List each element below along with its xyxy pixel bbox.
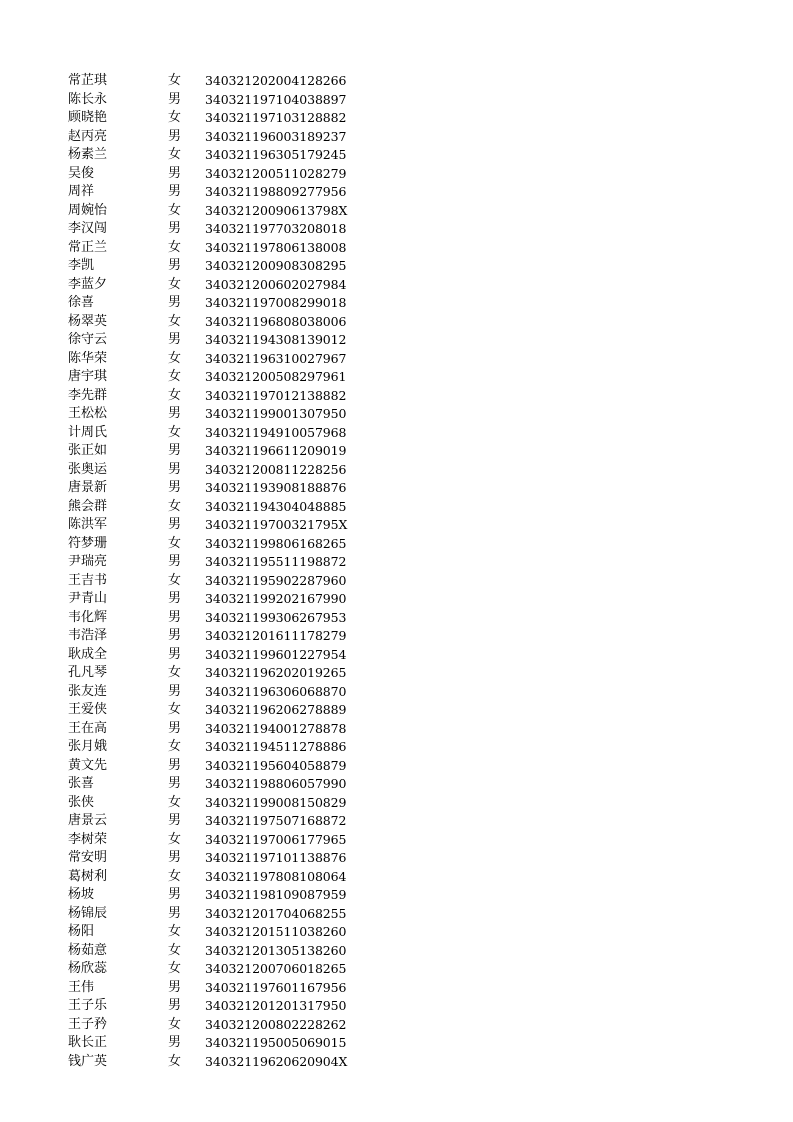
table-row [0,387,793,406]
id-number-cell: 340321194001278878 [205,720,347,736]
name-cell: 杨茹意 [68,942,108,958]
table-row [0,960,793,979]
name-cell: 尹青山 [68,591,108,606]
table-row [0,109,793,128]
gender-cell: 男 [168,332,182,347]
gender-cell: 男 [168,184,182,199]
gender-cell: 女 [168,739,182,754]
table-row [0,424,793,443]
gender-cell: 女 [168,369,182,384]
gender-cell: 女 [168,572,182,588]
table-row [0,868,793,887]
name-cell: 张喜 [68,776,95,791]
table-row [0,276,793,295]
gender-cell: 女 [168,498,182,514]
name-cell: 王伟 [68,979,95,995]
name-cell: 李蓝夕 [68,276,108,292]
id-number-cell: 340321199306267953 [205,609,347,625]
id-number-cell: 340321194511278886 [205,739,347,754]
id-number-cell: 340321196808038006 [205,313,347,329]
id-number-cell: 340321201305138260 [205,942,347,958]
id-number-cell: 340321195005069015 [205,1035,347,1050]
table-row [0,1016,793,1035]
id-number-cell: 340321199001307950 [205,406,347,421]
record-table [0,72,793,1071]
table-row [0,220,793,239]
table-row [0,886,793,905]
gender-cell: 男 [168,979,182,995]
name-cell: 唐景云 [68,813,108,828]
name-cell: 王爱侠 [68,702,108,717]
id-number-cell: 340321195902287960 [205,572,347,588]
table-row [0,91,793,110]
name-cell: 韦化辉 [68,609,108,625]
id-number-cell: 340321197101138876 [205,850,347,865]
gender-cell: 女 [168,535,182,551]
gender-cell: 男 [168,295,182,310]
gender-cell: 男 [168,720,182,736]
id-number-cell: 340321194304048885 [205,498,347,514]
name-cell: 杨坡 [68,887,95,902]
id-number-cell: 34032120090613798X [205,202,348,218]
id-number-cell: 340321200811228256 [205,461,347,477]
name-cell: 常芷琪 [68,73,108,88]
id-number-cell: 340321199806168265 [205,535,347,551]
gender-cell: 男 [168,591,182,606]
table-row [0,128,793,147]
gender-cell: 女 [168,387,182,403]
id-number-cell: 34032119620620904X [205,1053,348,1069]
name-cell: 符梦珊 [68,535,108,551]
gender-cell: 男 [168,905,182,921]
gender-cell: 女 [168,665,182,680]
table-row [0,627,793,646]
id-number-cell: 340321196202019265 [205,665,347,680]
table-row [0,331,793,350]
name-cell: 常正兰 [68,239,108,255]
id-number-cell: 340321196310027967 [205,350,347,366]
name-cell: 张奥运 [68,461,108,477]
table-row [0,683,793,702]
name-cell: 张侠 [68,794,95,810]
name-cell: 张正如 [68,443,108,458]
name-cell: 唐景新 [68,480,108,495]
name-cell: 钱广英 [68,1053,108,1069]
table-row [0,775,793,794]
id-number-cell: 340321198806057990 [205,776,347,791]
id-number-cell: 340321201511038260 [205,924,347,939]
gender-cell: 男 [168,165,182,181]
table-row [0,923,793,942]
name-cell: 李树荣 [68,831,108,847]
table-row [0,812,793,831]
table-row [0,368,793,387]
id-number-cell: 340321197008299018 [205,295,347,310]
table-row [0,165,793,184]
gender-cell: 女 [168,868,182,884]
gender-cell: 女 [168,313,182,329]
name-cell: 杨阳 [68,924,95,939]
id-number-cell: 340321200508297961 [205,369,347,384]
table-row [0,609,793,628]
gender-cell: 女 [168,73,182,88]
id-number-cell: 340321200602027984 [205,276,347,292]
gender-cell: 男 [168,850,182,865]
id-number-cell: 340321202004128266 [205,73,347,88]
table-row [0,757,793,776]
id-number-cell: 340321197006177965 [205,831,347,847]
gender-cell: 男 [168,683,182,699]
table-row [0,183,793,202]
gender-cell: 女 [168,831,182,847]
id-number-cell: 340321195511198872 [205,554,347,569]
id-number-cell: 340321198109087959 [205,887,347,902]
gender-cell: 男 [168,443,182,458]
table-row [0,942,793,961]
name-cell: 徐守云 [68,332,108,347]
gender-cell: 男 [168,258,182,273]
table-row [0,997,793,1016]
name-cell: 王吉书 [68,572,108,588]
id-number-cell: 340321200802228262 [205,1016,347,1032]
id-number-cell: 340321197806138008 [205,239,347,255]
gender-cell: 男 [168,628,182,643]
gender-cell: 女 [168,961,182,976]
gender-cell: 男 [168,461,182,477]
id-number-cell: 340321199008150829 [205,794,347,810]
table-row [0,553,793,572]
gender-cell: 男 [168,128,182,144]
id-number-cell: 340321194910057968 [205,424,347,440]
table-row [0,442,793,461]
gender-cell: 男 [168,609,182,625]
table-row [0,979,793,998]
name-cell: 葛树利 [68,868,108,884]
table-row [0,664,793,683]
name-cell: 王松松 [68,406,108,421]
gender-cell: 女 [168,942,182,958]
name-cell: 陈华荣 [68,350,108,366]
gender-cell: 男 [168,646,182,662]
id-number-cell: 34032119700321795X [205,517,348,532]
id-number-cell: 340321199202167990 [205,591,347,606]
name-cell: 赵丙亮 [68,128,108,144]
id-number-cell: 340321195604058879 [205,757,347,773]
gender-cell: 女 [168,239,182,255]
table-row [0,535,793,554]
name-cell: 杨素兰 [68,147,108,162]
name-cell: 熊会群 [68,498,108,514]
id-number-cell: 340321196306068870 [205,683,347,699]
gender-cell: 女 [168,702,182,717]
id-number-cell: 340321199601227954 [205,646,347,662]
id-number-cell: 340321194308139012 [205,332,347,347]
table-row [0,294,793,313]
table-row [0,1053,793,1072]
gender-cell: 男 [168,757,182,773]
table-row [0,738,793,757]
id-number-cell: 340321201611178279 [205,628,347,643]
name-cell: 顾晓艳 [68,110,108,125]
gender-cell: 男 [168,221,182,236]
name-cell: 吴俊 [68,165,95,181]
gender-cell: 女 [168,350,182,366]
gender-cell: 女 [168,276,182,292]
id-number-cell: 340321197703208018 [205,221,347,236]
name-cell: 计周氏 [68,424,108,440]
name-cell: 唐宇琪 [68,369,108,384]
id-number-cell: 340321198809277956 [205,184,347,199]
name-cell: 李先群 [68,387,108,403]
gender-cell: 男 [168,776,182,791]
table-row [0,590,793,609]
gender-cell: 女 [168,202,182,218]
id-number-cell: 340321197104038897 [205,91,347,107]
table-row [0,405,793,424]
gender-cell: 女 [168,1053,182,1069]
name-cell: 陈洪军 [68,517,108,532]
table-row [0,146,793,165]
name-cell: 黄文先 [68,757,108,773]
gender-cell: 男 [168,813,182,828]
gender-cell: 女 [168,1016,182,1032]
id-number-cell: 340321200908308295 [205,258,347,273]
gender-cell: 男 [168,998,182,1013]
table-row [0,239,793,258]
name-cell: 王子矜 [68,1016,108,1032]
table-row [0,461,793,480]
gender-cell: 女 [168,147,182,162]
id-number-cell: 340321201201317950 [205,998,347,1013]
name-cell: 陈长永 [68,91,108,107]
name-cell: 杨锦辰 [68,905,108,921]
table-row [0,849,793,868]
name-cell: 韦浩泽 [68,628,108,643]
table-row [0,479,793,498]
name-cell: 张友连 [68,683,108,699]
name-cell: 耿成全 [68,646,108,662]
table-row [0,350,793,369]
id-number-cell: 340321201704068255 [205,905,347,921]
id-number-cell: 340321196206278889 [205,702,347,717]
table-row [0,202,793,221]
id-number-cell: 340321197103128882 [205,110,347,125]
gender-cell: 女 [168,110,182,125]
table-row [0,498,793,517]
gender-cell: 男 [168,517,182,532]
table-row [0,516,793,535]
gender-cell: 女 [168,794,182,810]
name-cell: 常安明 [68,850,108,865]
name-cell: 李汉闯 [68,221,108,236]
name-cell: 耿长正 [68,1035,108,1050]
name-cell: 李凯 [68,258,95,273]
id-number-cell: 340321196003189237 [205,128,347,144]
name-cell: 张月娥 [68,739,108,754]
name-cell: 周祥 [68,184,95,199]
table-row [0,1034,793,1053]
table-row [0,72,793,91]
table-row [0,720,793,739]
name-cell: 徐喜 [68,295,95,310]
id-number-cell: 340321197507168872 [205,813,347,828]
table-row [0,313,793,332]
name-cell: 王在高 [68,720,108,736]
id-number-cell: 340321200706018265 [205,961,347,976]
id-number-cell: 340321197601167956 [205,979,347,995]
name-cell: 杨欣蕊 [68,961,108,976]
id-number-cell: 340321196611209019 [205,443,347,458]
id-number-cell: 340321196305179245 [205,147,347,162]
gender-cell: 女 [168,924,182,939]
table-row [0,701,793,720]
name-cell: 孔凡琴 [68,665,108,680]
name-cell: 周婉怡 [68,202,108,218]
name-cell: 杨翠英 [68,313,108,329]
table-row [0,831,793,850]
name-cell: 王子乐 [68,998,108,1013]
table-row [0,646,793,665]
name-cell: 尹瑞亮 [68,554,108,569]
gender-cell: 女 [168,424,182,440]
id-number-cell: 340321193908188876 [205,480,347,495]
gender-cell: 男 [168,887,182,902]
table-row [0,257,793,276]
gender-cell: 男 [168,91,182,107]
gender-cell: 男 [168,480,182,495]
id-number-cell: 340321197012138882 [205,387,347,403]
gender-cell: 男 [168,406,182,421]
table-row [0,572,793,591]
gender-cell: 男 [168,1035,182,1050]
id-number-cell: 340321197808108064 [205,868,347,884]
gender-cell: 男 [168,554,182,569]
table-row [0,905,793,924]
table-row [0,794,793,813]
id-number-cell: 340321200511028279 [205,165,347,181]
